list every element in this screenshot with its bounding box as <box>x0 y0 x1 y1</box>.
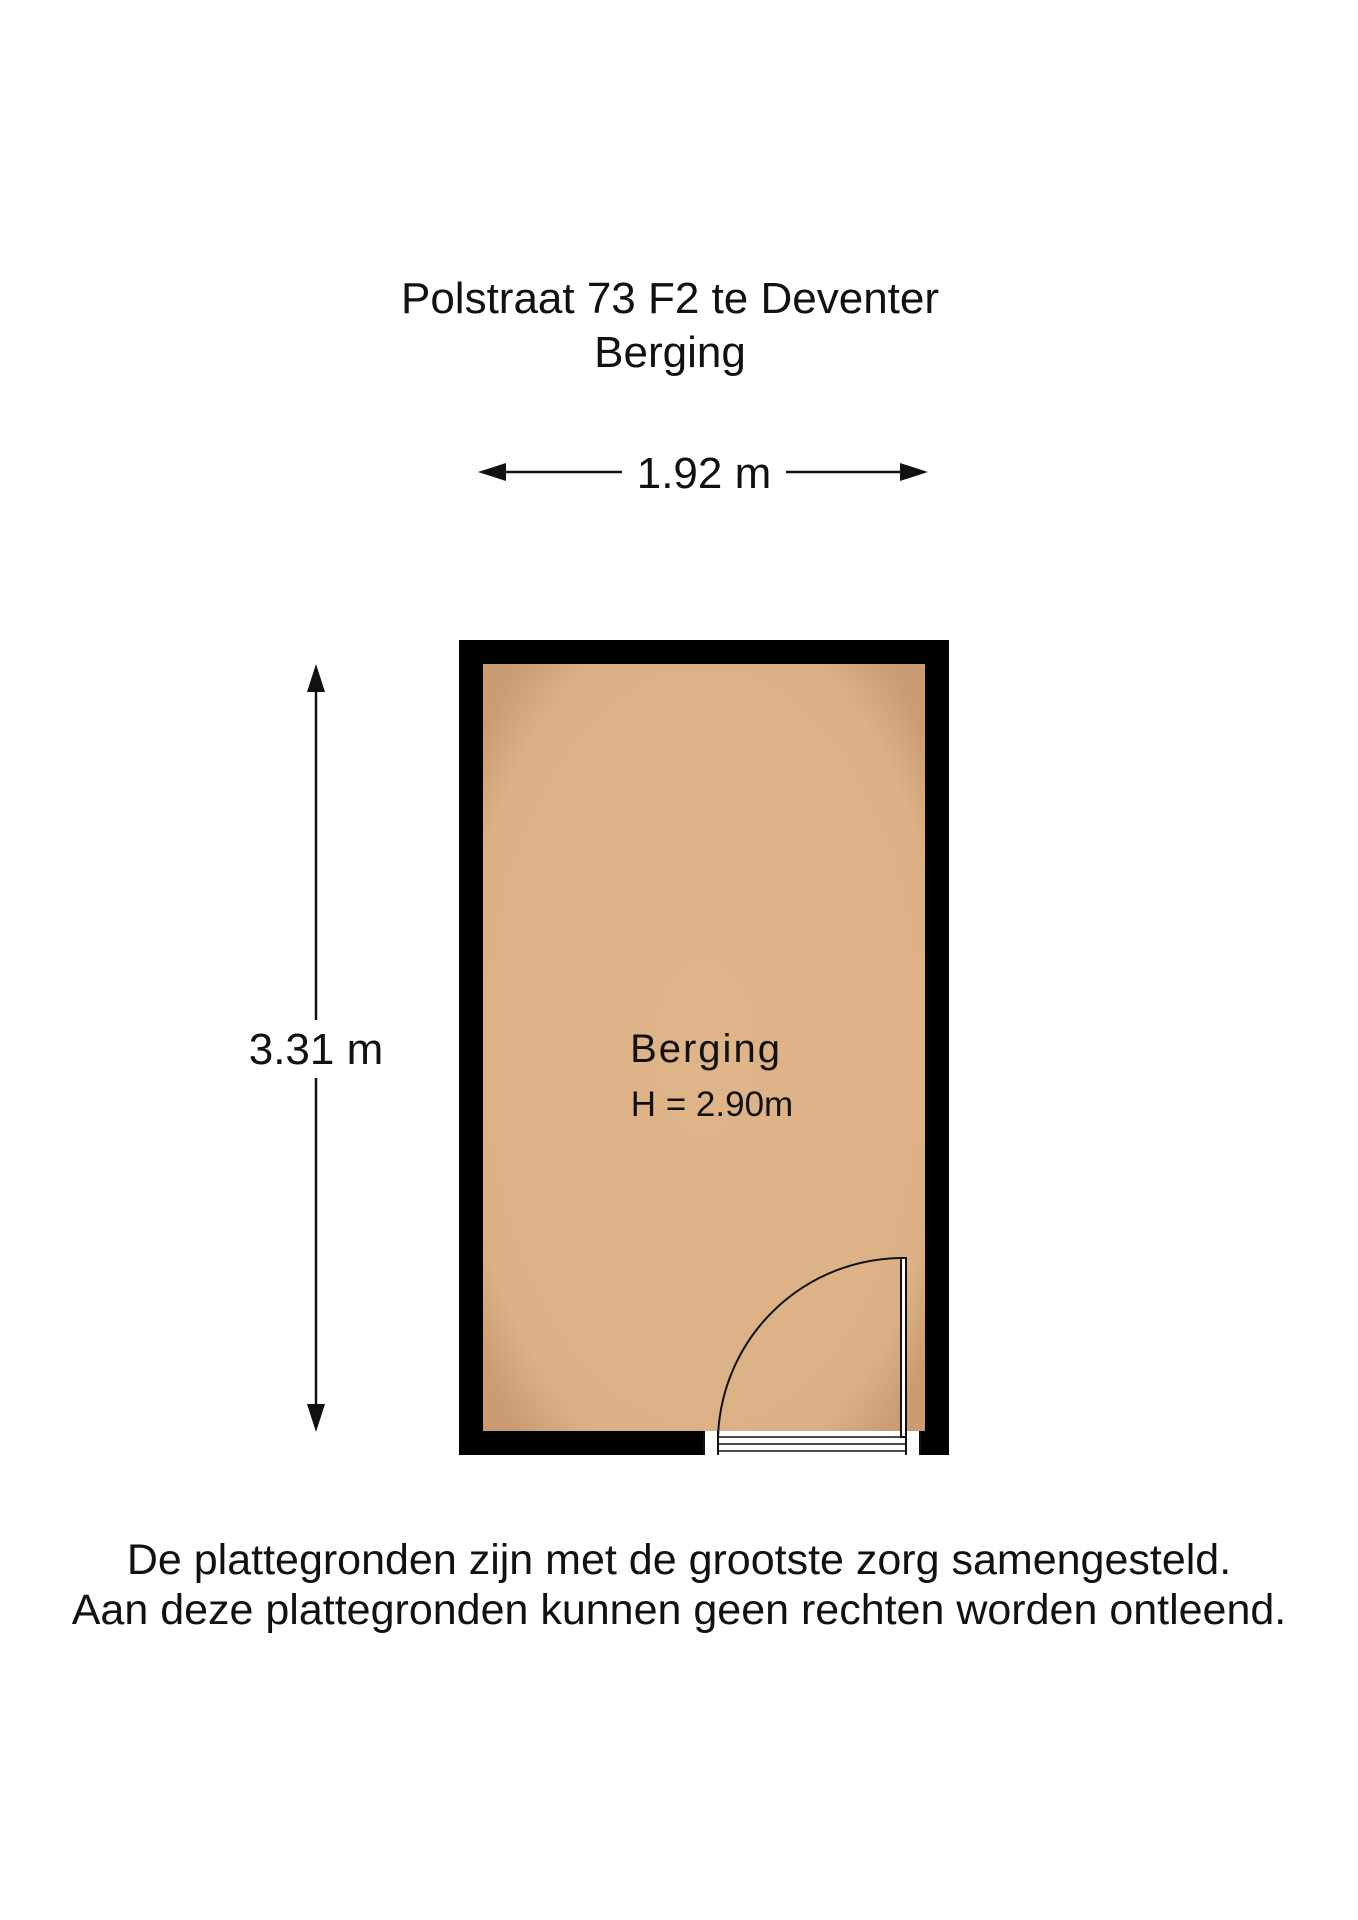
disclaimer <box>0 1535 1358 1635</box>
arrow-right-icon <box>900 463 928 481</box>
disclaimer-line-1: De plattegronden zijn met de grootste zorg samengesteld. <box>126 1536 1232 1584</box>
floor-title: Berging <box>594 328 746 377</box>
address-title: Polstraat 73 F2 te Deventer <box>400 274 940 323</box>
depth-dimension-label: 3.31 m <box>248 1025 384 1074</box>
depth-dimension <box>249 664 384 1432</box>
door-leaf <box>901 1258 906 1437</box>
width-dimension <box>478 449 928 498</box>
arrow-up-icon <box>307 664 325 692</box>
room-name-label: Berging <box>630 1027 782 1071</box>
disclaimer-line-2: Aan deze plattegronden kunnen geen rechten worden ontleend. <box>71 1586 1287 1634</box>
room-height-label: H = 2.90m <box>630 1085 794 1124</box>
width-dimension-label: 1.92 m <box>636 449 772 498</box>
arrow-down-icon <box>307 1404 325 1432</box>
arrow-left-icon <box>478 463 506 481</box>
